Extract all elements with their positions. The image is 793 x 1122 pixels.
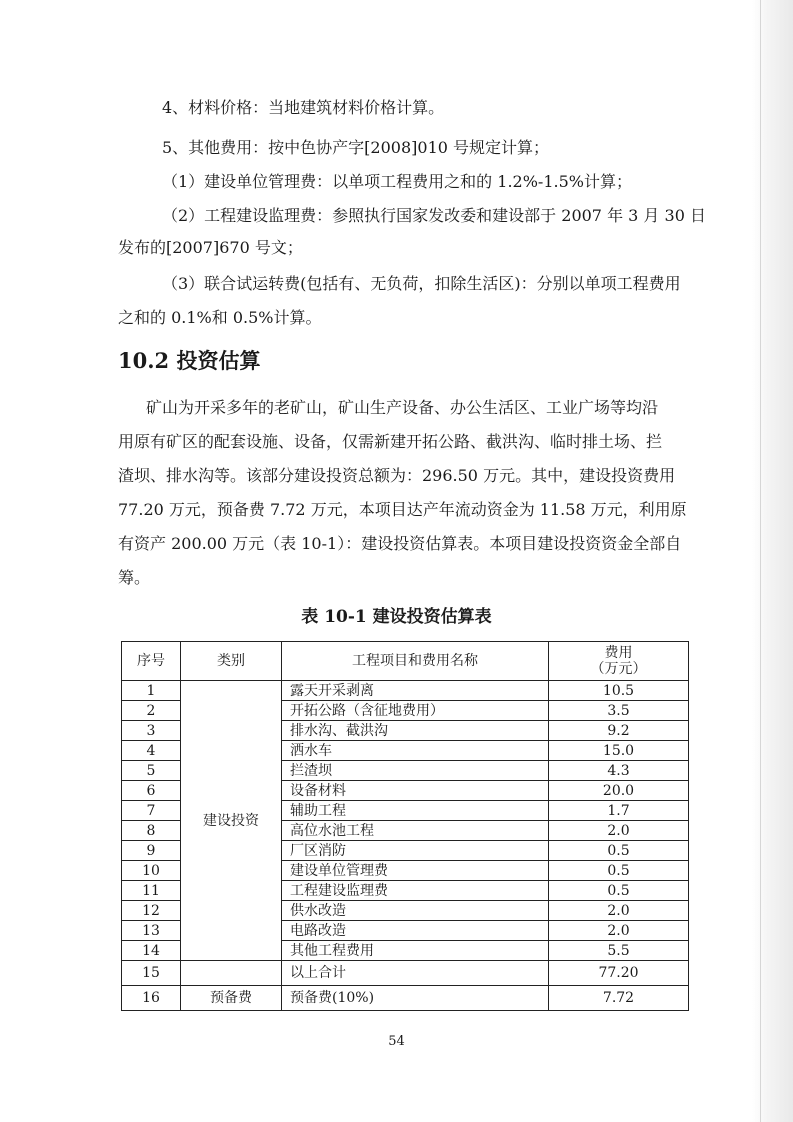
cell-item: 露天开采剥离 — [282, 681, 549, 701]
cell-no: 12 — [122, 901, 181, 921]
table-row-reserve — [122, 986, 689, 1011]
cell-item: 以上合计 — [282, 961, 549, 986]
table-row-subtotal — [122, 961, 689, 986]
cell-no: 2 — [122, 701, 181, 721]
body-line: 77.20 万元，预备费 7.72 万元，本项目达产年流动资金为 11.58 万元，利用原 — [118, 500, 687, 519]
body-line: 矿山为开采多年的老矿山，矿山生产设备、办公生活区、工业广场等均沿 — [146, 398, 659, 417]
cell-cost: 77.20 — [549, 961, 689, 986]
cell-no: 15 — [122, 961, 181, 986]
cell-no: 1 — [122, 681, 181, 701]
cell-no: 14 — [122, 941, 181, 961]
paragraph-trial-run-line1: （3）联合试运转费(包括有、无负荷，扣除生活区)：分别以单项工程费用 — [162, 274, 681, 293]
cell-item: 电路改造 — [282, 921, 549, 941]
cell-no: 16 — [122, 986, 181, 1011]
header-cost — [549, 642, 689, 681]
cell-cost: 0.5 — [549, 861, 689, 881]
header-no: 序号 — [122, 642, 181, 681]
cell-no: 10 — [122, 861, 181, 881]
cell-item: 高位水池工程 — [282, 821, 549, 841]
cell-cost: 10.5 — [549, 681, 689, 701]
table-header-row — [122, 642, 689, 681]
body-line: 渣坝、排水沟等。该部分建设投资总额为：296.50 万元。其中，建设投资费用 — [118, 466, 676, 485]
page-edge-shadow — [752, 0, 793, 1122]
cell-item: 辅助工程 — [282, 801, 549, 821]
cell-category-empty — [181, 961, 282, 986]
cell-item: 厂区消防 — [282, 841, 549, 861]
cell-no: 9 — [122, 841, 181, 861]
cell-item: 其他工程费用 — [282, 941, 549, 961]
cell-category-reserve: 预备费 — [181, 986, 282, 1011]
cell-no: 4 — [122, 741, 181, 761]
cell-item: 开拓公路（含征地费用） — [282, 701, 549, 721]
paragraph-supervision-fee-line2: 发布的[2007]670 号文； — [118, 238, 303, 257]
cell-no: 6 — [122, 781, 181, 801]
cell-cost: 4.3 — [549, 761, 689, 781]
cell-item: 供水改造 — [282, 901, 549, 921]
cell-cost: 0.5 — [549, 881, 689, 901]
cell-cost: 15.0 — [549, 741, 689, 761]
cell-item: 工程建设监理费 — [282, 881, 549, 901]
investment-table — [121, 641, 689, 1011]
cell-cost: 1.7 — [549, 801, 689, 821]
body-line: 有资产 200.00 万元（表 10-1）：建设投资估算表。本项目建设投资资金全部自 — [118, 534, 682, 553]
paragraph-other-costs: 5、其他费用：按中色协产字[2008]010 号规定计算； — [162, 138, 550, 157]
cell-no: 5 — [122, 761, 181, 781]
cell-no: 13 — [122, 921, 181, 941]
cell-cost: 0.5 — [549, 841, 689, 861]
cell-no: 8 — [122, 821, 181, 841]
cell-cost: 7.72 — [549, 986, 689, 1011]
page-number: 54 — [388, 1034, 405, 1049]
cell-no: 11 — [122, 881, 181, 901]
cell-cost: 20.0 — [549, 781, 689, 801]
cell-no: 7 — [122, 801, 181, 821]
header-category: 类别 — [181, 642, 282, 681]
cell-item: 洒水车 — [282, 741, 549, 761]
cell-item: 建设单位管理费 — [282, 861, 549, 881]
cell-cost: 5.5 — [549, 941, 689, 961]
table-row — [122, 681, 689, 701]
header-cost-line1: 费用 — [604, 645, 633, 661]
paragraph-trial-run-line2: 之和的 0.1%和 0.5%计算。 — [118, 308, 322, 327]
cell-cost: 9.2 — [549, 721, 689, 741]
cell-cost: 2.0 — [549, 821, 689, 841]
cell-no: 3 — [122, 721, 181, 741]
body-line: 用原有矿区的配套设施、设备，仅需新建开拓公路、截洪沟、临时排土场、拦 — [118, 432, 663, 451]
paragraph-material-price: 4、材料价格：当地建筑材料价格计算。 — [162, 98, 445, 117]
paragraph-supervision-fee-line1: （2）工程建设监理费：参照执行国家发改委和建设部于 2007 年 3 月 30 日 — [162, 206, 706, 225]
section-heading: 10.2 投资估算 — [118, 348, 261, 373]
cell-cost: 2.0 — [549, 921, 689, 941]
cell-cost: 2.0 — [549, 901, 689, 921]
header-item: 工程项目和费用名称 — [282, 642, 549, 681]
cell-item: 排水沟、截洪沟 — [282, 721, 549, 741]
cell-category-construction: 建设投资 — [181, 681, 282, 961]
table-caption: 表 10-1 建设投资估算表 — [301, 607, 492, 627]
cell-item: 预备费(10%) — [282, 986, 549, 1011]
body-line: 筹。 — [118, 568, 151, 587]
cell-cost: 3.5 — [549, 701, 689, 721]
cell-item: 设备材料 — [282, 781, 549, 801]
cell-item: 拦渣坝 — [282, 761, 549, 781]
paragraph-management-fee: （1）建设单位管理费：以单项工程费用之和的 1.2%-1.5%计算； — [162, 172, 632, 191]
header-cost-line2: （万元） — [590, 661, 647, 677]
